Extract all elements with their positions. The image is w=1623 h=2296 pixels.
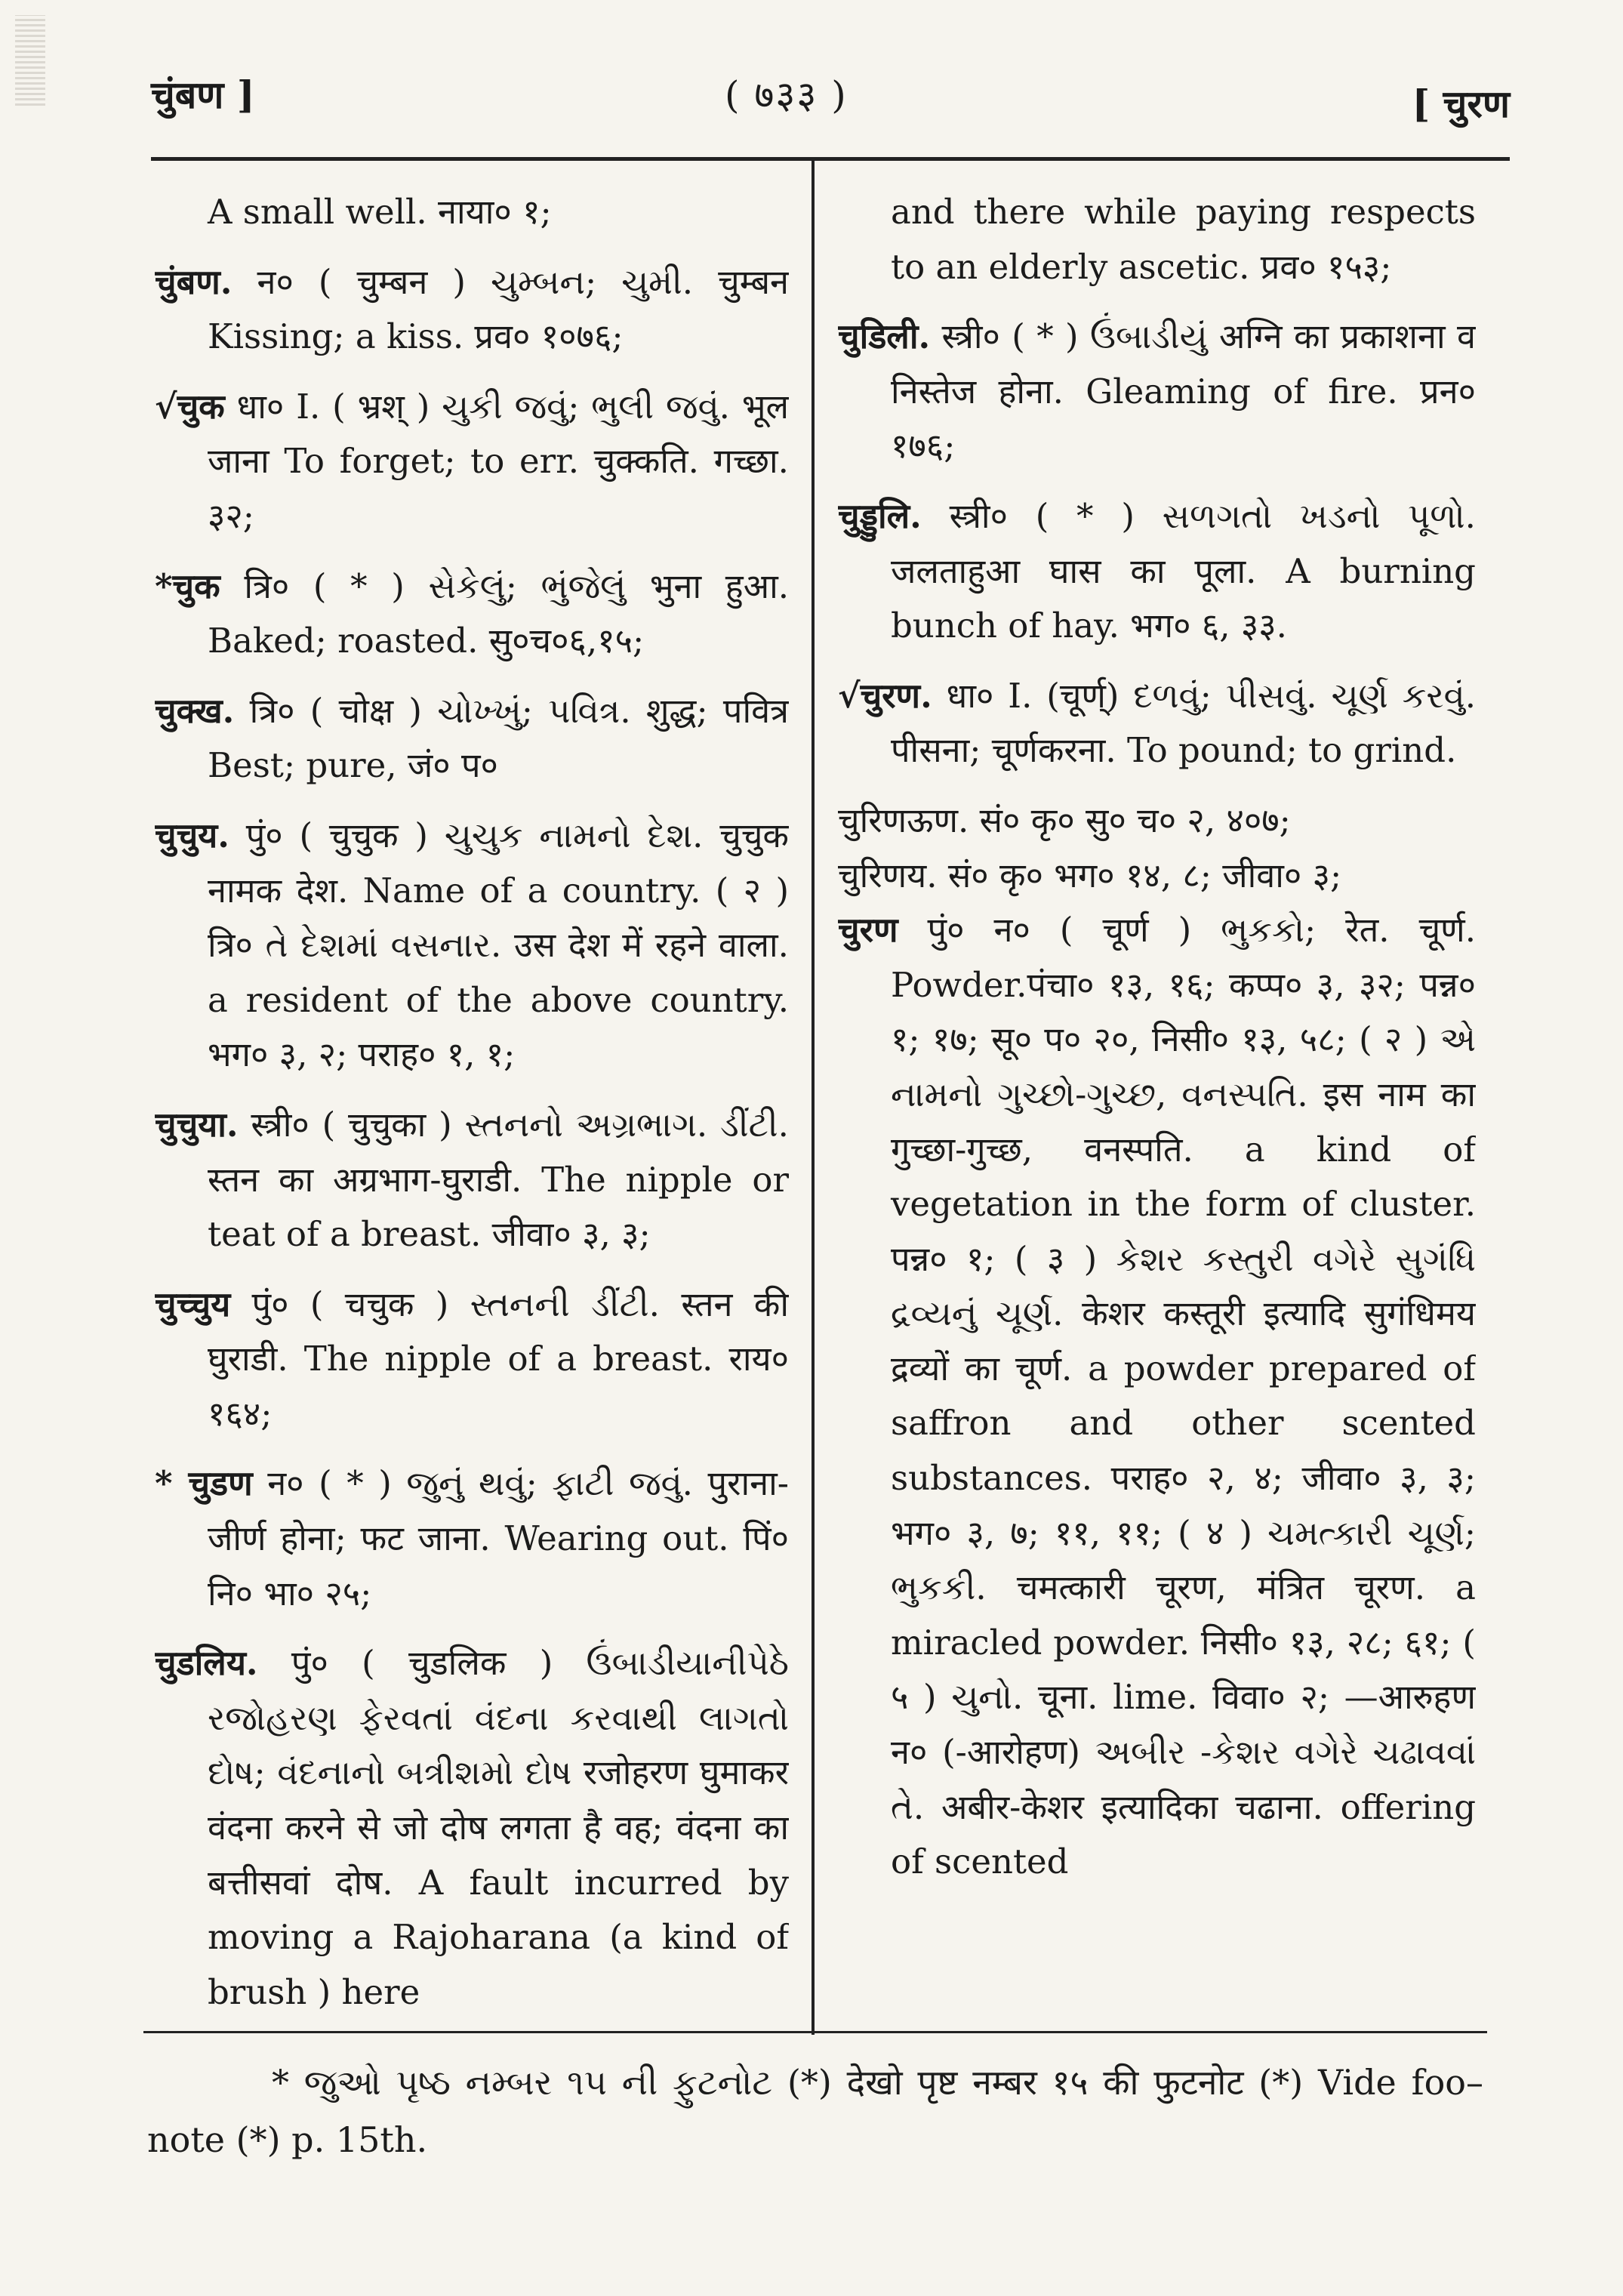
sub-entry: [838, 849, 1476, 904]
entry-text: धा० I. (चूर्ण्) દળવું; પીસવું. ચૂર્ણ કરવું. पीसना; चूर्णकरना. To pound; to grind.: [891, 675, 1476, 771]
entry-headword: √चुक: [155, 386, 225, 427]
dictionary-entry: [838, 489, 1476, 654]
dictionary-entry: [838, 310, 1476, 474]
entry-headword: चुचुया.: [155, 1104, 239, 1145]
entry-text: स्त्री० ( * ) ઉંબાડીયું अग्नि का प्रकाशना व निस्तेज होना. Gleaming of fire. प्रन० १७६;: [891, 316, 1476, 467]
entry-text: न० ( चुम्बन ) ચુમ્બન; ચુમી. चुम्बन Kissing; a kiss. प्रव० १०७६;: [208, 261, 789, 357]
entry-text: स्त्री० ( * ) સળગતો ખડનો પૂળો. जलताहुआ घास का पूला. A burning bunch of hay. भग० ६, ३३.: [891, 495, 1476, 646]
dictionary-entry: [155, 1277, 789, 1442]
entry-text: पुं० ( चुडलिक ) ઉંબાડીયાનીપેઠે રજોહરણ ફેરવતાં વંદના કરવાથી લાગતો દોષ; વંદનાનો બત્રીશમો દોષ रजोहरण घुमाकर वंदना करने से जो दोष लगता है वह; वंदना का बत्तीसवां दोष. A fault incurred by moving a Rajoharana (a kind of brush ) here: [208, 1643, 789, 2012]
entry-headword: चुक्ख.: [155, 690, 235, 731]
dictionary-entry: [155, 1456, 789, 1621]
entry-headword: * चुडण: [155, 1463, 253, 1504]
entry-headword: चुडिली.: [838, 316, 931, 357]
entry-text: त्रि० ( * ) સેકેલું; ભુંજેલું भुना हुआ. Baked; roasted. सु०च०६,१५;: [208, 566, 789, 661]
header-rule: [151, 157, 1510, 161]
entry-headword: *चुक: [155, 566, 220, 606]
entry-headword: चुरण: [838, 910, 898, 951]
entry-headword: √चुरण.: [838, 675, 932, 716]
dictionary-entry: [155, 1098, 789, 1262]
entry-headword: चुच्चुय: [155, 1284, 231, 1324]
column-divider: [812, 159, 815, 2035]
dictionary-entry: [838, 903, 1476, 1890]
entry-headword: चुड्डुलि.: [838, 495, 922, 536]
scan-speck: [15, 15, 45, 106]
dictionary-entry: [155, 809, 789, 1083]
page-number: ( ७३३ ): [725, 73, 848, 117]
header-right-guideword: [ चुरण: [1412, 82, 1510, 126]
dictionary-entry: [838, 669, 1476, 778]
entry-text: पुं० न० ( चूर्ण ) ભુકકો; रेत. चूर्ण. Powder.पंचा० १३, १६; कप्प० ३, ३२; पन्न० १; १७; सू० प० २०, निसी० १३, ५८; ( २ ) એ નામનો ગુચ્છો-ગુચ્છ, વનસ્પતિ. इस नाम का गुच्छा-गुच्छ, वनस्पति. a kind of vegetation in the form of cluster. पन्न० १; ( ३ ) કેશર કસ્તુરી વગેરે સુગંધિ દ્રવ્યનું ચૂર્ણ. केशर कस्तूरी इत्यादि सुगंधिमय द्रव्यों का चूर्ण. a powder prepared of saffron and other scented substances. पराह० २, ४; जीवा० ३, ३; भग० ३, ७; ११, ११; ( ४ ) ચમત્કારી ચૂર્ણ; ભુકકી. चमत्कारी चूरण, मंत्रित चूरण. a miracled powder. निसी० १३, २८; ६१; ( ५ ) ચુનો. चूना. lime. विवा० २; —आरुहण न० (-आरोहण) અબીર -કેશર વગેરે ચઢાવવાં તે. अबीर-केशर इत्यादिका चढाना. offering of scented: [891, 910, 1476, 1882]
dictionary-entry: [155, 185, 789, 240]
header-left-guideword: चुंबण ]: [151, 72, 255, 117]
entry-text: पुं० ( चुचुक ) ચુચુક નામનો દેશ. चुचुक नामक देश. Name of a country. ( २ ) त्रि० તે દેશમાં વસનાર. उस देश में रहने वाला. a resident of the above country. भग० ३, २; पराह० १, १;: [208, 815, 789, 1075]
page-header: [151, 60, 1510, 136]
entry-text: A small well. नाया० १;: [208, 192, 552, 232]
entry-text: स्त्री० ( चुचुका ) સ્તનનો અગ્રભાગ. ડીંટી. स्तन का अग्रभाग-घुराडी. The nipple or teat of a breast. जीवा० ३, ३;: [208, 1104, 789, 1255]
entry-text: न० ( * ) જુનું થવું; ફાટી જવું. पुराना-जीर्ण होना; फट जाना. Wearing out. पिं० नि० भा० २५;: [208, 1463, 789, 1613]
dictionary-entry: [155, 1636, 789, 2020]
right-column: [838, 185, 1476, 2027]
entry-headword: चुडलिय.: [155, 1643, 258, 1684]
dictionary-entry: [155, 255, 789, 365]
footnote: * જુઓ પૃષ્ઠ નમ્બર ૧૫ ની ફુટનોટ (*) देखो पृष्ट नम्बर १५ की फुटनोट (*) Vide foo–note (*) p. 15th.: [147, 2062, 1483, 2160]
dictionary-entry: [155, 559, 789, 669]
sub-entry: [838, 794, 1476, 849]
entry-text: धा० I. ( भ्रश् ) ચુકી જવું; ભુલી જવું. भूल जाना To forget; to err. चुक्कति. गच्छा. ३२;: [208, 386, 789, 536]
dictionary-entry: [155, 684, 789, 794]
left-column: [155, 185, 789, 2027]
dictionary-entry: [155, 380, 789, 544]
entry-text: चुरिणऊण. सं० कृ० सु० च० २, ४०७;: [838, 800, 1291, 840]
entry-text: चुरिणय. सं० कृ० भग० १४, ८; जीवा० ३;: [838, 855, 1342, 895]
entry-headword: चुचुय.: [155, 815, 229, 855]
entry-headword: चुंबण.: [155, 261, 233, 302]
entry-text: त्रि० ( चोक्ष ) ચોખ્ખું; પવિત્ર. शुद्ध; पवित्र Best; pure, जं० प०: [208, 690, 789, 786]
entry-text: पुं० ( चचुक ) સ્તનની ડીંટી. स्तन की घुराडी. The nipple of a breast. राय० १६४;: [208, 1284, 789, 1434]
entry-text: and there while paying respects to an elderly ascetic. प्रव० १५३;: [891, 192, 1476, 287]
footnote-rule: [143, 2031, 1487, 2033]
dictionary-entry: [838, 185, 1476, 294]
